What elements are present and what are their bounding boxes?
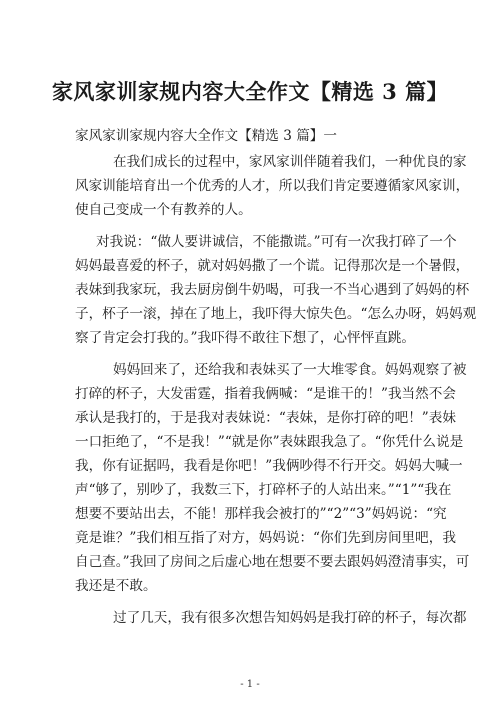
body-line: 风家训能培育出一个优秀的人才，所以我们肯定要遵循家风家训， (75, 178, 470, 194)
body-line: 在我们成长的过程中，家风家训伴随着我们，一种优良的家 (113, 154, 467, 170)
body-line: 想要不要站出去，不能！那样我会被打的”“2”“3”妈妈说：“究 (75, 506, 447, 522)
document-subtitle: 家风家训家规内容大全作文【精选 3 篇】一 (75, 128, 337, 144)
body-line: 声“够了，别吵了，我数三下，打碎杯子的人站出来。”“1”“我在 (75, 482, 452, 498)
body-line: 察了肯定会打我的。”我吓得不敢往下想了，心怦怦直跳。 (75, 330, 415, 346)
body-line: 承认是我打的，于是我对表妹说：“表妹，是你打碎的吧！”表妹 (75, 410, 456, 426)
body-line: 使自己变成一个有教养的人。 (75, 202, 252, 218)
body-line: 我还是不敢。 (75, 578, 157, 594)
body-line: 自己查。”我回了房间之后虚心地在想要不要去跟妈妈澄清事实，可 (75, 554, 470, 570)
page-number: - 1 - (240, 679, 260, 690)
body-line: 子，杯子一滚，掉在了地上，我吓得大惊失色。“怎么办呀，妈妈观 (75, 306, 477, 322)
body-line: 表妹到我家玩，我去厨房倒牛奶喝，可我一不当心遇到了妈妈的杯 (75, 282, 470, 298)
body-line: 一口拒绝了，“不是我！”“就是你”表妹跟我急了。“你凭什么说是 (75, 434, 464, 450)
body-line: 妈妈回来了，还给我和表妹买了一大堆零食。妈妈观察了被 (113, 362, 467, 378)
body-line: 妈妈最喜爱的杯子，就对妈妈撒了一个谎。记得那次是一个暑假， (75, 258, 470, 274)
body-line: 我，你有证据吗，我看是你吧！”我俩吵得不行开交。妈妈大喊一 (75, 458, 463, 474)
body-line: 竟是谁？”我们相互指了对方，妈妈说：“你们先到房间里吧，我 (75, 530, 456, 546)
body-line: 过了几天，我有很多次想告知妈妈是我打碎的杯子，每次都 (113, 610, 467, 626)
body-line: 打碎的杯子，大发雷霆，指着我俩喊：“是谁干的！”我当然不会 (75, 386, 456, 402)
body-line: 对我说：“做人要讲诚信，不能撒谎。”可有一次我打碎了一个 (96, 234, 457, 250)
document-title: 家风家训家规内容大全作文【精选 3 篇】 (51, 79, 449, 104)
